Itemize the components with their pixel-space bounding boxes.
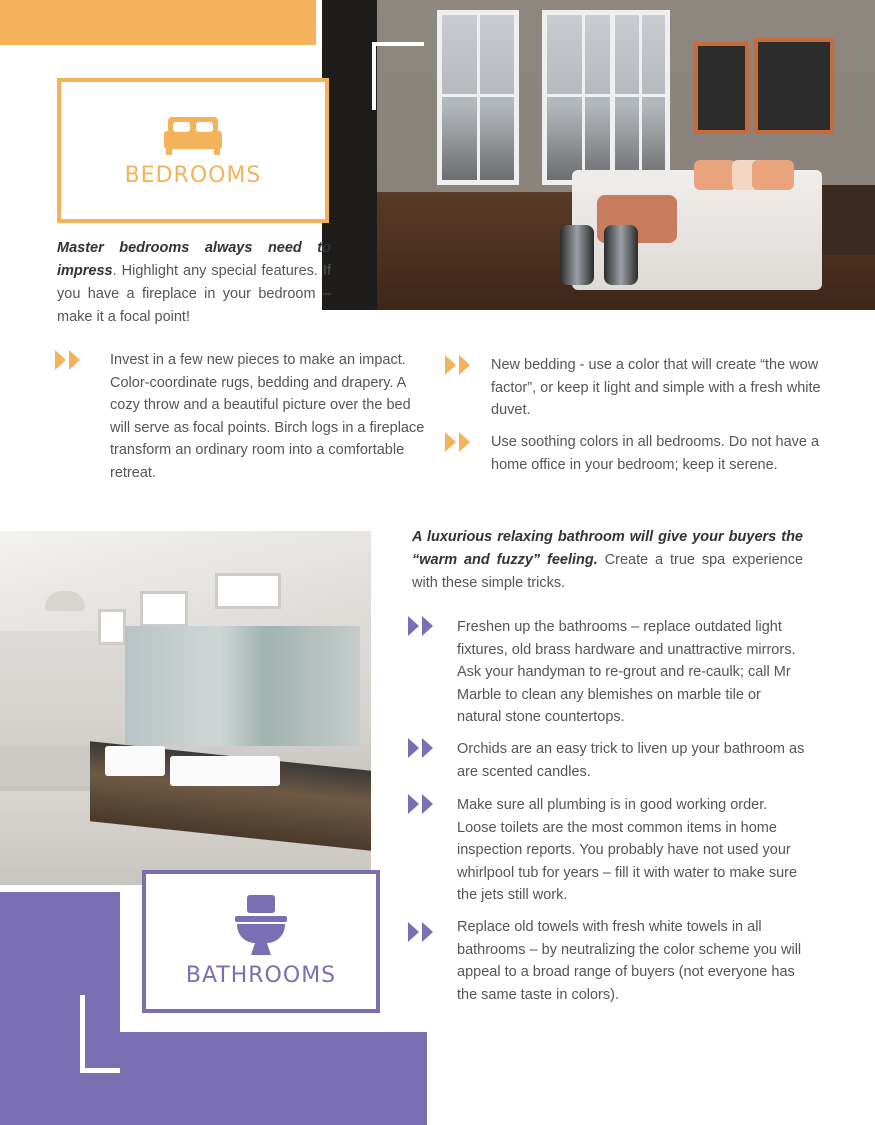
bedroom-tip-text: Use soothing colors in all bedrooms. Do not have a home office in your bedroom; keep it serene. — [491, 434, 820, 473]
bathroom-tip — [408, 794, 828, 907]
bedroom-intro-text: . Highlight any special features. If you have a fireplace in your bedroom – make it a focal point! — [57, 263, 331, 325]
bathroom-tip — [408, 738, 828, 783]
double-arrow-icon — [408, 922, 436, 942]
bathroom-tip-text: Freshen up the bathrooms – replace outdated light fixtures, old brass hardware and unattractive mirrors. Ask your handyman to re-grout and re-caulk; call Mr Marble to clean any blemishes on marble tile or natural stone countertops. — [457, 619, 796, 725]
bathroom-intro-emphasis: A luxurious relaxing bathroom will give your buyers the “warm and fuzzy” feeling. — [412, 529, 803, 568]
bathroom-intro-text: Create a true spa experience with these simple tricks. — [412, 552, 804, 591]
bathroom-tip-text: Replace old towels with fresh white towels in all bathrooms – by neutralizing the color scheme you will appeal to a broad range of buyers (not everyone has the same taste in colors). — [457, 919, 802, 1003]
bedroom-intro — [57, 237, 331, 329]
double-arrow-icon — [445, 432, 473, 452]
bedroom-tip — [445, 354, 825, 422]
orange-accent-bar — [0, 0, 316, 45]
bedrooms-title: BEDROOMS — [124, 163, 262, 188]
bathroom-tip-text: Make sure all plumbing is in good working order. Loose toilets are the most common items in home inspection reports. You probably have not used your whirlpool tub for years – fill it with water to make sure the jets still work. — [457, 797, 798, 903]
bathrooms-header-box — [142, 870, 380, 1013]
double-arrow-icon — [445, 355, 473, 375]
double-arrow-icon — [55, 350, 83, 370]
bathroom-tip — [408, 616, 828, 729]
bathroom-tip-text: Orchids are an easy trick to liven up your bathroom as are scented candles. — [457, 741, 805, 780]
toilet-icon — [233, 895, 289, 957]
double-arrow-icon — [408, 794, 436, 814]
bedroom-photo — [322, 0, 875, 310]
bedroom-tip — [55, 349, 430, 484]
bathrooms-title: BATHROOMS — [185, 963, 337, 988]
bedroom-tip-text: New bedding - use a color that will create “the wow factor”, or keep it light and simple with a fresh white duvet. — [491, 357, 821, 418]
bathroom-tip — [408, 916, 828, 1006]
bedroom-tip — [445, 431, 825, 476]
bedrooms-header-box — [57, 78, 329, 223]
bed-icon — [162, 113, 224, 157]
double-arrow-icon — [408, 616, 436, 636]
bathroom-photo — [0, 531, 371, 885]
bedroom-tip-text: Invest in a few new pieces to make an impact. Color-coordinate rugs, bedding and drapery. A cozy throw and a beautiful picture over the bed will serve as focal points. Birch logs in a fireplace transform an ordinary room into a comfortable retreat. — [110, 352, 425, 481]
bedroom-intro-emphasis: Master bedrooms always need to impress — [57, 240, 331, 279]
corner-bracket-decoration — [80, 995, 120, 1073]
double-arrow-icon — [408, 738, 436, 758]
bathroom-intro — [412, 526, 803, 595]
